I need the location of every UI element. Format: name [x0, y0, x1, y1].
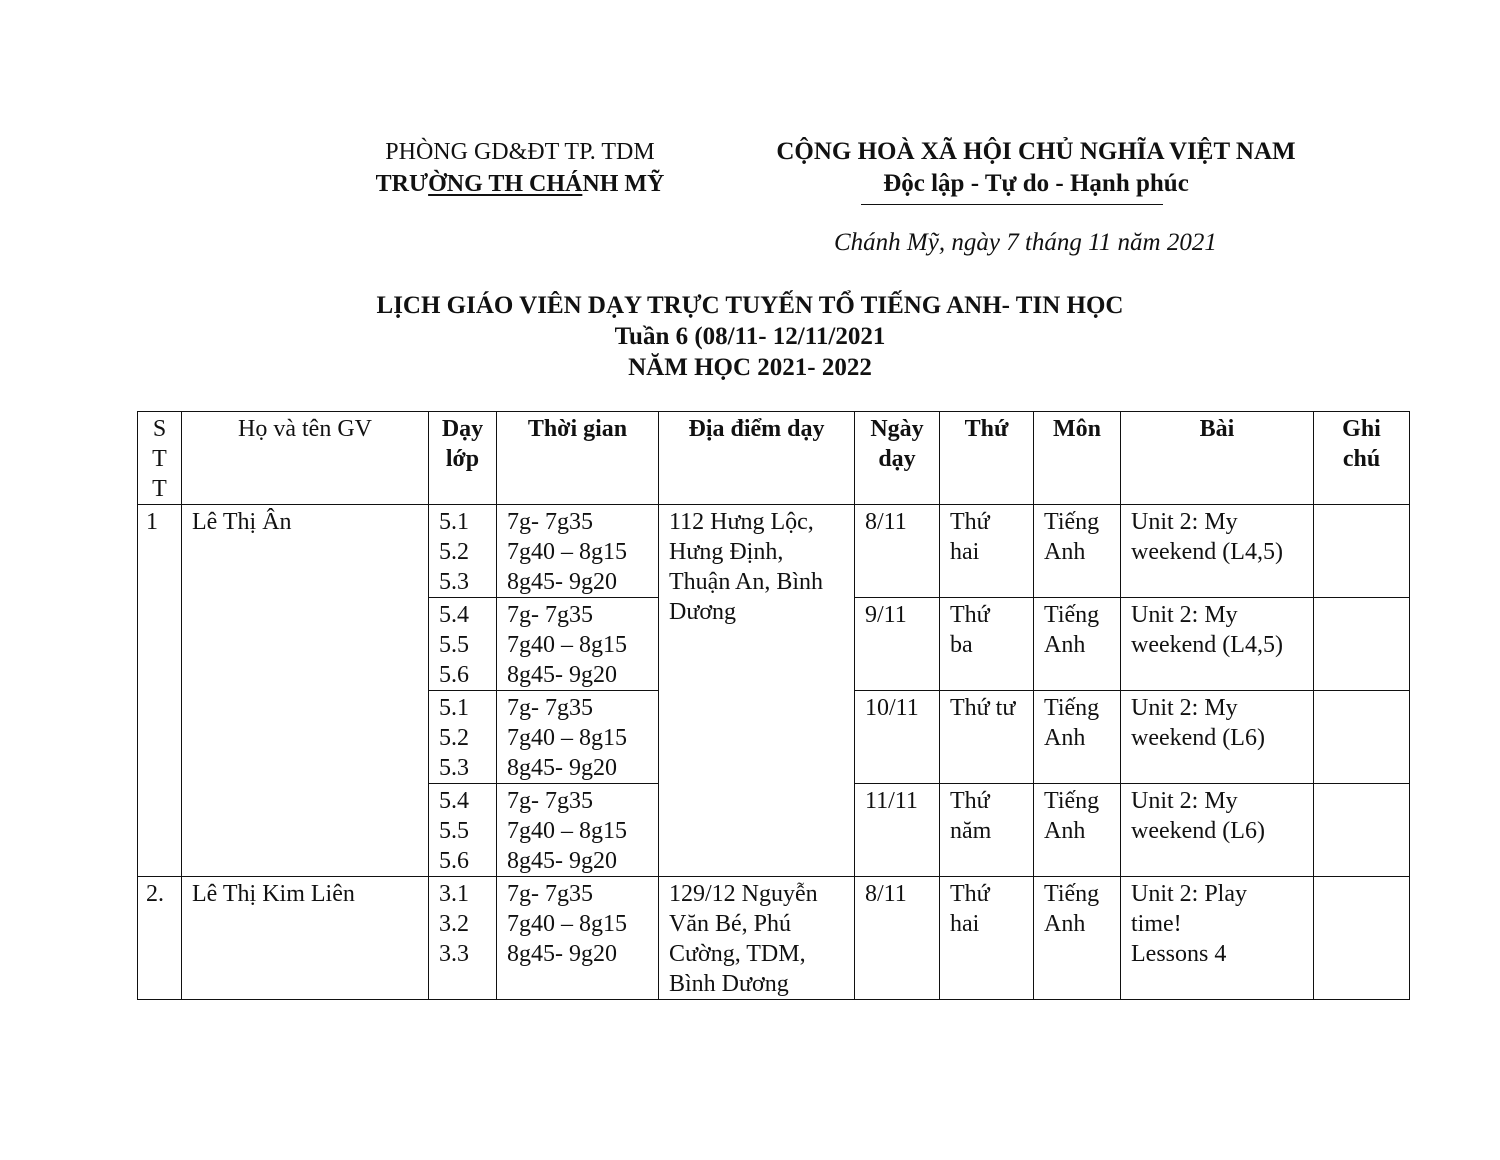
time-cell — [497, 598, 659, 691]
time-line: 8g45- 9g20 — [507, 755, 617, 781]
col-header-class — [429, 412, 497, 505]
date-cell: 9/11 — [855, 598, 940, 691]
header-line: Ngày — [870, 416, 924, 442]
weekday-line: ba — [950, 632, 973, 658]
col-header-note — [1314, 412, 1410, 505]
place-line: 129/12 Nguyễn — [669, 881, 818, 907]
class-line: 5.5 — [439, 632, 469, 658]
weekday-line: Thứ — [950, 788, 990, 814]
lesson-line: Unit 2: My — [1131, 788, 1238, 814]
header-row — [138, 412, 1410, 505]
title-line-2: Tuần 6 (08/11- 12/11/2021 — [614, 323, 886, 350]
weekday-cell — [940, 784, 1034, 877]
lesson-line: Lessons 4 — [1131, 941, 1227, 967]
class-line: 5.1 — [439, 509, 469, 535]
teacher-name-cell: Lê Thị Ân — [182, 505, 429, 877]
time-line: 8g45- 9g20 — [507, 662, 617, 688]
teacher-name-cell: Lê Thị Kim Liên — [182, 877, 429, 1000]
col-header-subject: Môn — [1034, 412, 1121, 505]
subject-line: Anh — [1044, 818, 1086, 844]
class-line: 5.2 — [439, 539, 469, 565]
lesson-line: weekend (L4,5) — [1131, 632, 1283, 658]
header-line: dạy — [878, 446, 916, 472]
col-header-weekday: Thứ — [940, 412, 1034, 505]
class-line: 5.6 — [439, 848, 469, 874]
col-header-place: Địa điểm dạy — [659, 412, 855, 505]
time-line: 7g- 7g35 — [507, 509, 593, 535]
col-header-time: Thời gian — [497, 412, 659, 505]
subject-cell — [1034, 877, 1121, 1000]
subject-line: Anh — [1044, 539, 1086, 565]
place-line: Văn Bé, Phú — [669, 911, 791, 937]
weekday-cell — [940, 877, 1034, 1000]
place-line: Hưng Định, — [669, 539, 784, 565]
subject-line: Anh — [1044, 725, 1086, 751]
subject-line: Tiếng — [1044, 881, 1100, 907]
time-cell — [497, 877, 659, 1000]
lesson-cell — [1121, 691, 1314, 784]
weekday-line: hai — [950, 539, 980, 565]
class-cell — [429, 505, 497, 598]
weekday-line: Thứ — [950, 881, 990, 907]
weekday-line: Thứ — [950, 602, 990, 628]
class-line: 3.3 — [439, 941, 469, 967]
class-line: 5.1 — [439, 695, 469, 721]
weekday-cell — [940, 598, 1034, 691]
school-name-underlined: ỜNG TH CHÁ — [428, 171, 583, 197]
subject-line: Anh — [1044, 632, 1086, 658]
lesson-cell — [1121, 784, 1314, 877]
note-cell — [1314, 505, 1410, 598]
subject-line: Tiếng — [1044, 788, 1100, 814]
date-cell: 11/11 — [855, 784, 940, 877]
national-motto: Độc lập - Tự do - Hạnh phúc — [883, 170, 1189, 197]
subject-line: Tiếng — [1044, 602, 1100, 628]
weekday-line: Thứ tư — [950, 695, 1016, 721]
letterhead-right — [720, 136, 1352, 200]
date-cell: 8/11 — [855, 877, 940, 1000]
class-line: 5.5 — [439, 818, 469, 844]
nation-name: CỘNG HOÀ XÃ HỘI CHỦ NGHĨA VIỆT NAM — [776, 138, 1296, 165]
time-cell — [497, 505, 659, 598]
time-line: 7g- 7g35 — [507, 695, 593, 721]
place-line: Bình Dương — [669, 971, 789, 997]
time-line: 8g45- 9g20 — [507, 941, 617, 967]
weekday-cell — [940, 505, 1034, 598]
title-line-3: NĂM HỌC 2021- 2022 — [628, 354, 872, 381]
time-line: 7g40 – 8g15 — [507, 725, 627, 751]
class-cell — [429, 877, 497, 1000]
time-cell — [497, 691, 659, 784]
weekday-cell — [940, 691, 1034, 784]
lesson-line: Unit 2: My — [1131, 509, 1238, 535]
subject-cell — [1034, 598, 1121, 691]
time-line: 8g45- 9g20 — [507, 569, 617, 595]
motto-underline — [861, 204, 1163, 205]
lesson-line: time! — [1131, 911, 1182, 937]
time-line: 7g- 7g35 — [507, 881, 593, 907]
class-line: 3.2 — [439, 911, 469, 937]
time-line: 7g- 7g35 — [507, 602, 593, 628]
place-cell — [659, 877, 855, 1000]
time-cell — [497, 784, 659, 877]
stt-header-char: T — [152, 446, 167, 472]
school-name-prefix: TRƯ — [375, 171, 429, 197]
class-line: 5.2 — [439, 725, 469, 751]
stt-header-char: S — [152, 416, 167, 442]
document-title — [250, 290, 1250, 383]
lesson-line: Unit 2: My — [1131, 602, 1238, 628]
date-cell: 10/11 — [855, 691, 940, 784]
lesson-cell — [1121, 877, 1314, 1000]
class-line: 5.6 — [439, 662, 469, 688]
class-cell — [429, 691, 497, 784]
time-line: 7g40 – 8g15 — [507, 632, 627, 658]
lesson-cell — [1121, 505, 1314, 598]
lesson-cell — [1121, 598, 1314, 691]
note-cell — [1314, 784, 1410, 877]
weekday-line: hai — [950, 911, 980, 937]
lesson-line: Unit 2: My — [1131, 695, 1238, 721]
class-line: 3.1 — [439, 881, 469, 907]
table-row — [138, 505, 1410, 598]
col-header-date — [855, 412, 940, 505]
note-cell — [1314, 691, 1410, 784]
header-line: Ghi — [1342, 416, 1381, 442]
weekday-line: năm — [950, 818, 992, 844]
weekday-line: Thứ — [950, 509, 990, 535]
header-line: Dạy — [441, 416, 484, 442]
header-line: chú — [1342, 446, 1381, 472]
time-line: 8g45- 9g20 — [507, 848, 617, 874]
lesson-line: weekend (L6) — [1131, 818, 1265, 844]
subject-line: Tiếng — [1044, 509, 1100, 535]
class-cell — [429, 784, 497, 877]
place-line: Dương — [669, 599, 737, 625]
col-header-stt — [138, 412, 182, 505]
school-name — [300, 168, 740, 200]
place-cell — [659, 505, 855, 877]
lesson-line: weekend (L4,5) — [1131, 539, 1283, 565]
stt-header-char: T — [152, 476, 167, 502]
time-line: 7g40 – 8g15 — [507, 818, 627, 844]
subject-line: Anh — [1044, 911, 1086, 937]
stt-cell: 2. — [138, 877, 182, 1000]
school-name-suffix: NH MỸ — [582, 171, 665, 197]
letterhead-left — [300, 136, 740, 200]
subject-cell — [1034, 691, 1121, 784]
note-cell — [1314, 598, 1410, 691]
col-header-name: Họ và tên GV — [182, 412, 429, 505]
place-line: Thuận An, Bình — [669, 569, 823, 595]
department-name: PHÒNG GD&ĐT TP. TDM — [385, 139, 655, 165]
note-cell — [1314, 877, 1410, 1000]
stt-cell: 1 — [138, 505, 182, 877]
table-row — [138, 877, 1410, 1000]
subject-line: Tiếng — [1044, 695, 1100, 721]
title-line-1: LỊCH GIÁO VIÊN DẠY TRỰC TUYẾN TỔ TIẾNG ANH- TIN HỌC — [376, 292, 1124, 319]
time-line: 7g40 – 8g15 — [507, 539, 627, 565]
class-cell — [429, 598, 497, 691]
date-line: Chánh Mỹ, ngày 7 tháng 11 năm 2021 — [834, 229, 1217, 256]
header-line: lớp — [445, 446, 480, 472]
class-line: 5.3 — [439, 755, 469, 781]
place-line: Cường, TDM, — [669, 941, 806, 967]
lesson-line: weekend (L6) — [1131, 725, 1265, 751]
class-line: 5.3 — [439, 569, 469, 595]
time-line: 7g40 – 8g15 — [507, 911, 627, 937]
subject-cell — [1034, 505, 1121, 598]
class-line: 5.4 — [439, 788, 469, 814]
date-cell: 8/11 — [855, 505, 940, 598]
lesson-line: Unit 2: Play — [1131, 881, 1248, 907]
time-line: 7g- 7g35 — [507, 788, 593, 814]
subject-cell — [1034, 784, 1121, 877]
col-header-lesson: Bài — [1121, 412, 1314, 505]
class-line: 5.4 — [439, 602, 469, 628]
schedule-table — [137, 411, 1410, 1000]
place-line: 112 Hưng Lộc, — [669, 509, 814, 535]
